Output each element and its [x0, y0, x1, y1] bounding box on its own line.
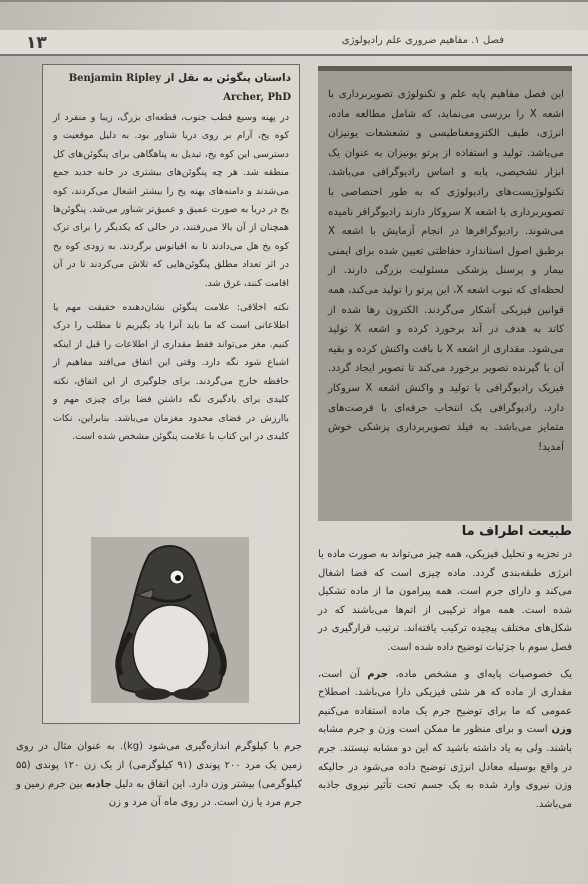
penguin-figure — [91, 537, 249, 703]
box-author: Benjamin Ripley Archer, PhD — [68, 73, 291, 103]
term-weight: وزن — [551, 724, 572, 736]
story-paragraph: در پهنه وسیع قطب جنوب، قطعه‌ای بزرگ، زیبا و منفرد از کوه یخ، آرام بر روی دریا شناور بود. به دلیل موقعیت و دسترسی این کوه یخ، تبدیل به پناهگاهی برای پنگوئن‌های کل منطقه شد. هر چه پنگوئن‌های بیشتری در خانه جدید جمع می‌شدند و دامنه‌های بهنه یخ را بیشتر اشغال می‌کردند، کوه یخ در دریا به صورت عمیق و عمیق‌تر شناور می‌شد. پنگوئن‌ها همچنان از آن بالا می‌رفتند، در حالی که یکدیگر را برای ترک کوه یخ هل می‌دادند تا به اقیانوس برگردند. به زودی کوه یخ در اثر تعداد مطلق پنگوئن‌هایی که تلاش می‌کردند تا در آن اقامت کنند، غرق شد. — [53, 112, 289, 289]
term-gravity: جاذبه — [85, 778, 112, 790]
text-run: بین جرم زمین و جرم مرد یا زن است. در روی ماه آن مرد و زن — [16, 778, 302, 809]
top-rule — [0, 0, 588, 2]
section-paragraph — [318, 666, 572, 815]
chapter-title: فصل ۱. مفاهیم ضروری علم رادیولوژی — [341, 35, 504, 46]
text-run: آن است، مقداری از ماده که هر شئی فیزیکی دارا می‌باشد. اصطلاح عمومی که ما برای توضیح جرم یک ماده استفاده می‌کنیم — [318, 668, 572, 717]
continuation-text — [16, 738, 302, 813]
section-paragraph: در تجزیه و تحلیل فیزیکی، همه چیز می‌تواند به صورت ماده یا انرژی طبقه‌بندی گردد. ماده چیزی است که فضا اشغال می‌کند و دارای جرم است. همه پیرامون ما از ماده تشکیل شده است. همه مواد ترکیبی از اتم‌ها می‌باشند که در شکل‌های مختلف پیچیده ترکیب یافته‌اند. ترتیب قرارگیری در فصل سوم با جزئیات توضیح داده شده است. — [318, 549, 572, 653]
text-run: جرم با کیلوگرم اندازه‌گیری می‌شود (kg). به عنوان مثال در روی زمین یک مرد ۲۰۰ پوندی (۹۱ کیلوگرمی) از یک زن ۱۲۰ پوندی (۵۵ کیلوگرمی) بیشتر وزن دارد. این اتفاق به دلیل — [16, 741, 302, 790]
text-run: یک خصوصیات پایه‌ای و مشخص ماده، — [387, 668, 573, 680]
text-run: است و برای منظور ما ممکن است وزن و جرم مشابه باشند. ولی به یاد داشته باشید که این دو مشابه نیستند. جرم در واقع بوسیله معادل انرژی توضیح داده می‌شود در حالیکه وزن نیروی وارد شده به یک جسم تحت تأثیر نیروی جاذبه می‌باشد. — [318, 724, 572, 810]
section-body — [318, 546, 572, 822]
penguin-icon — [91, 537, 249, 703]
page-number: ۱۳ — [26, 33, 47, 53]
section-heading: طبیعت اطراف ما — [461, 524, 572, 539]
intro-box — [318, 66, 572, 521]
box-title — [51, 69, 291, 107]
moral-paragraph: نکته اخلاقی: علامت پنگوئن نشان‌دهنده حقیقت مهم یا اطلاعاتی است که ما باید آنرا یاد بگیریم تا مطلب را درک کنیم. مغز می‌تواند فقط مقداری از اطلاعات را قبل از اینکه اشباع شود نگه دارد. وقتی این اتفاق می‌افتد مفاهیم از حافظه خارج می‌گردند. برای جلوگیری از این اتفاق، نکته کلیدی برای یادگیری نگه داشتن فضا برای چیزی مهم و باارزش در فضای محدود مغزمان می‌باشد. بنابراین، نکات کلیدی در این کتاب با علامت پنگوئن مشخص شده است. — [53, 302, 289, 442]
term-mass: جرم — [367, 668, 388, 680]
intro-text: این فصل مفاهیم پایه علم و تکنولوژی تصویربرداری با اشعه X را بررسی می‌نماید، که شامل مطالعه ماده، انرژی، طیف الکترومغناطیسی و تشعشعات یونیزان می‌باشد. تولید و استفاده از پرتو یونیزان به عنوان یک ابزار تشخیصی، پایه و اساس رادیوگرافی می‌باشد. تکنولوژیست‌های رادیولوژی که به طور اختصاصی با تصویربرداری با اشعه X سروکار دارند رادیوگرافر نامیده می‌شوند. رادیوگرافرها در انجام آزمایش با اشعه X برطبق اصول استاندارد حفاظتی تعیین شده برای ایمنی بیمار و پرسنل پزشکی مسئولیت بزرگی دارند. از لحظه‌ای که تیوب اشعه X، این پرتو را تولید می‌کند، همه قوانین فیزیکی آشکار می‌گردند. الکترون رها شده از کاتد به هدف در آند برخورد کرده و اشعه X تولید می‌شود. مقداری از اشعه X با بافت واکنش کرده و بقیه آن با گیرنده تصویر برخورد می‌کند تا تصویر ایجاد گردد. فیزیک رادیوگرافی با تولید و واکنش اشعه X سروکار دارد. رادیوگرافی یک انتخاب حرفه‌ای با فرصت‌های متمایز می‌باشد. به فیلد تصویربرداری پزشکی خوش آمدید! — [328, 89, 564, 453]
box-title-text: داستان پنگوئن به نقل از — [164, 72, 291, 84]
box-body — [53, 109, 289, 452]
penguin-story-box — [42, 64, 300, 724]
